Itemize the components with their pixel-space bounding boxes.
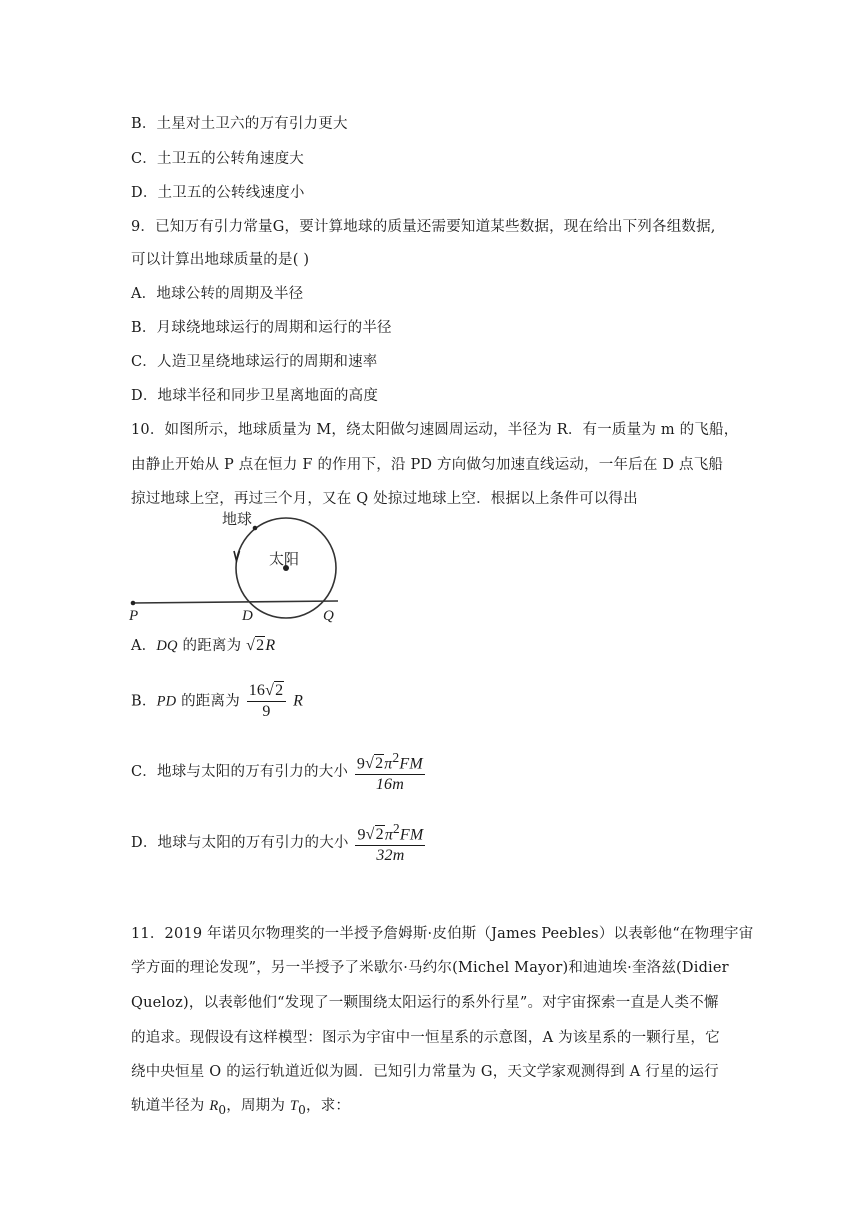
point-d-label: D [242,608,253,624]
option-a-prefix: A． [131,638,157,654]
sqrt-symbol: √2 [265,682,284,699]
q11-line5: 绕中央恒星 O 的运行轨道近似为圆．已知引力常量为 G，天文学家观测得到 A 行星的运行 [131,1064,719,1080]
q8-option-b: B．土星对土卫六的万有引力更大 [131,116,348,132]
q11-line6: 轨道半径为 $R_0$，周期为 $T_0$，求： [131,1098,351,1117]
q9-option-b: B．月球绕地球运行的周期和运行的半径 [131,320,392,336]
option-c-fraction: $\frac{9√2\pi^2FM}{16m}$ [356,750,423,794]
q8-option-d: D．土卫五的公转线速度小 [131,185,305,201]
option-b-fraction: $\frac{16√2}{9}$ [247,682,287,721]
q10-option-d [131,821,427,865]
q10-stem-line3: 掠过地球上空，再过三个月，又在 Q 处掠过地球上空．根据以上条件可以得出 [131,491,638,507]
earth-dot [253,526,258,531]
q11-line3: Queloz)，以表彰他们“发现了一颗围绕太阳运行的系外行星”。对宇宙探索一直是人类不懈 [131,995,719,1011]
option-b-var: PD [156,693,177,710]
option-d-fraction: $\frac{9√2\pi^2FM}{32m}$ [357,821,424,865]
q8-option-c: C．土卫五的公转角速度大 [131,151,304,167]
option-a-var: DQ [156,638,178,654]
q11-line1: 11．2019 年诺贝尔物理奖的一半授予詹姆斯·皮伯斯（James Peebles）以表彰他“在物理宇宙 [131,926,754,942]
point-q-label: Q [323,608,334,624]
q10-option-a [131,634,275,655]
q10-option-c [131,750,427,794]
option-d-text: D．地球与太阳的万有引力的大小 [131,835,349,852]
q9-stem-line1: 9．已知万有引力常量G，要计算地球的质量还需要知道某些数据，现在给出下列各组数据, [131,219,716,235]
q9-stem-line2: 可以计算出地球质量的是( ) [131,252,310,268]
path-line-pd [132,601,338,603]
earth-label: 地球 [222,510,253,528]
option-a-text: 的距离为 [177,638,242,654]
sun-label: 太阳 [269,550,300,568]
q10-option-b: B．PD 的距离为 $\frac{16√2}{9}$ R [131,682,304,720]
point-p-label: P [129,608,139,624]
q11-line4: 的追求。现假设有这样模型：图示为宇宙中一恒星系的示意图，A 为该星系的一颗行星，它 [131,1030,720,1046]
q9-option-d: D．地球半径和同步卫星离地面的高度 [131,388,379,404]
sqrt-symbol: √2 [246,637,265,654]
sqrt-symbol: √2 [365,826,384,844]
q10-stem-line2: 由静止开始从 P 点在恒力 F 的作用下，沿 PD 方向做匀加速直线运动，一年后在 D 点飞船 [131,457,724,473]
point-p-dot [131,601,136,606]
option-b-prefix: B． [131,693,157,710]
q10-stem-line1: 10．如图所示，地球质量为 M，绕太阳做匀速圆周运动，半径为 R．有一质量为 m 的飞船， [131,422,739,438]
q9-option-c: C．人造卫星绕地球运行的周期和速率 [131,354,378,370]
sqrt-symbol: √2 [365,755,384,773]
orbit-diagram-svg [128,508,343,624]
option-a-expression: √2R [246,637,276,654]
q11-line2: 学方面的理论发现”，另一半授予了米歇尔·马约尔(Michel Mayor)和迪迪埃·奎洛兹(Didier [131,960,729,976]
q9-option-a: A．地球公转的周期及半径 [131,286,304,302]
option-c-text: C．地球与太阳的万有引力的大小 [131,764,349,781]
orbit-diagram [128,508,343,624]
option-b-text: 的距离为 [176,693,240,710]
